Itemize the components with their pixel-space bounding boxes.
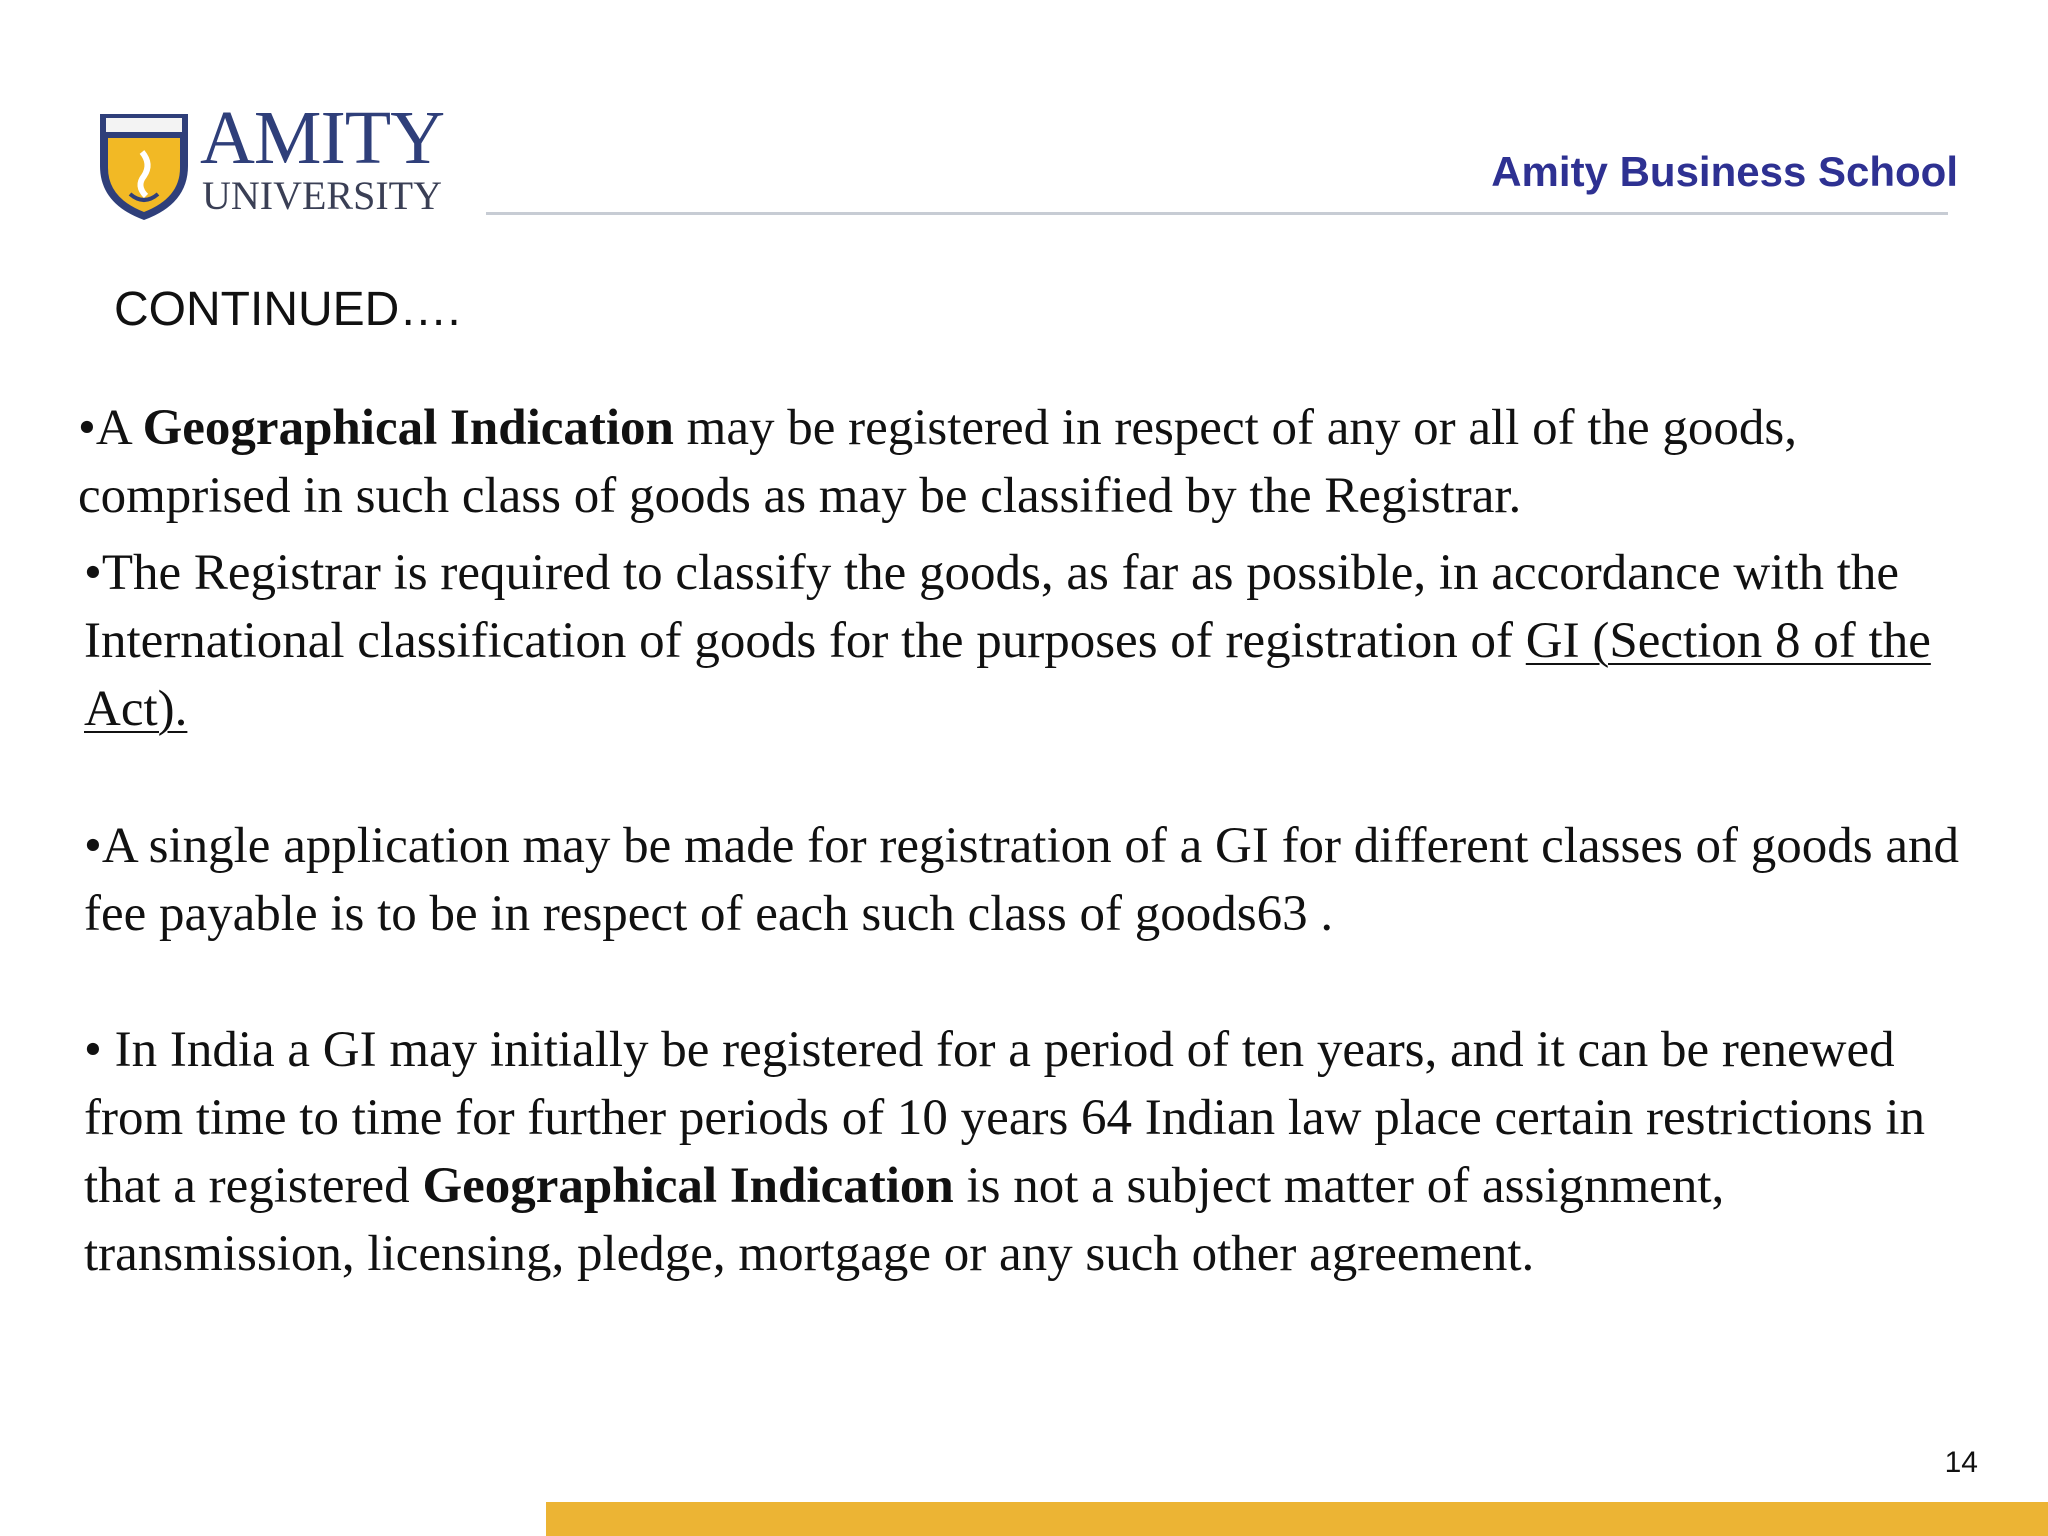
bold-term: Geographical Indication [422,1158,954,1214]
page-number: 14 [1944,1446,1978,1479]
bullet-text: •The Registrar is required to classify the goods, as far as possible, in accordance with the International classification of goods for the purposes of registration of [84,545,1900,669]
bullet-text: may be registered in respect of any or all of the goods, comprised in such class of goods as may be classified by the Registrar. [78,400,1797,524]
amity-logo [96,96,456,228]
bold-term: Geographical Indication [142,400,674,456]
school-name: Amity Business School [1491,148,1958,195]
logo-subtitle: UNIVERSITY [202,173,442,218]
bullet-item [78,394,1958,530]
bullet-item [84,539,1964,743]
bullet-text: •A single application may be made for registration of a GI for different classes of goods and fee payable is to be in respect of each such class of goods63 . [84,818,1960,942]
bullet-suffix: is not a subject matter of assignment, transmission, licensing, pledge, mortgage or any such other agreement. [84,1158,1725,1282]
slide-heading: CONTINUED…. [114,283,461,336]
logo-wordmark: AMITY [200,96,445,180]
footer-accent-bar [546,1502,2048,1536]
bullet-text: • In India a GI may initially be registered for a period of ten years, and it can be renewed from time to time for further periods of 10 years 64 Indian law place certain restrictions in that a registered [84,1022,1926,1214]
bullet-item [84,812,1964,948]
header-divider [486,212,1948,215]
section-reference: GI (Section 8 of the Act). [84,613,1931,737]
bullet-item [84,1016,1964,1288]
bullet-prefix: •A [78,400,143,456]
university-shield-icon [96,108,192,224]
